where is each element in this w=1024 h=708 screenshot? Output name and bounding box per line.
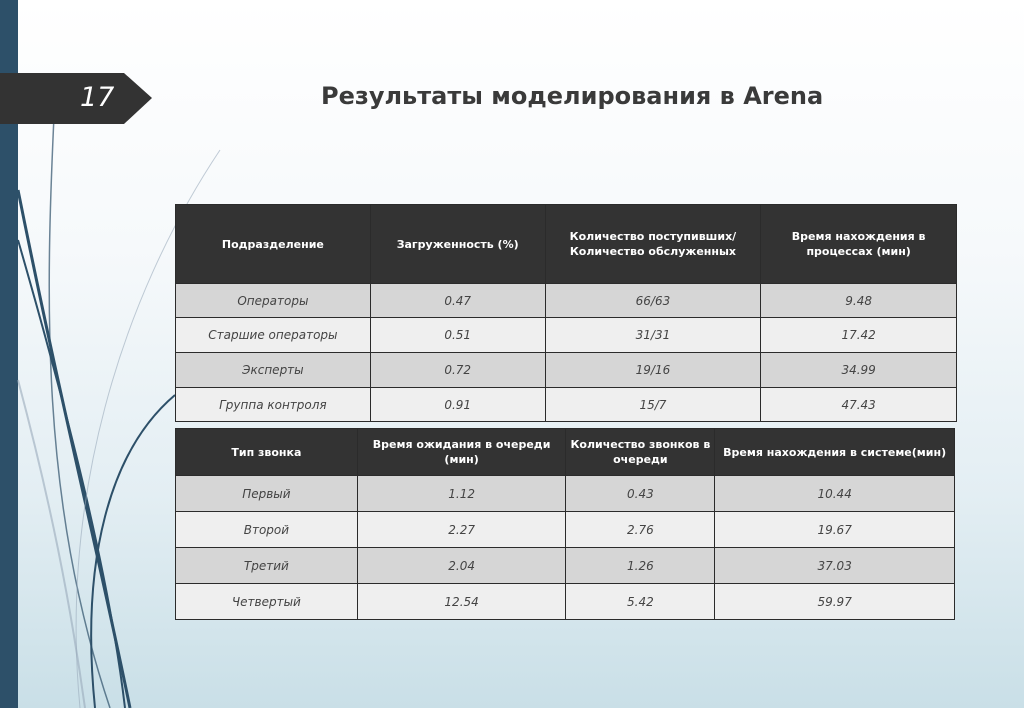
table-row [176,388,957,422]
table-row [176,353,957,388]
cell: Старшие операторы [176,318,371,353]
header-cell: Время нахождения в системе(мин) [715,429,955,476]
header-cell: Количество звонков в очереди [566,429,715,476]
cell: Первый [176,476,358,512]
header-cell: Количество поступивших/ Количество обслуженных [545,205,761,284]
cell: 37.03 [715,548,955,584]
table-header-row [176,205,957,284]
cell: Операторы [176,284,371,318]
cell: 17.42 [761,318,957,353]
slide-number: 17 [80,82,115,113]
cell: 34.99 [761,353,957,388]
cell: Эксперты [176,353,371,388]
header-cell: Подразделение [176,205,371,284]
arrow-tab-shape [0,73,152,124]
table-row [176,476,955,512]
cell: Группа контроля [176,388,371,422]
header-cell: Время ожидания в очереди (мин) [357,429,566,476]
header-cell: Тип звонка [176,429,358,476]
call-types-table [175,428,955,620]
cell: 0.51 [370,318,545,353]
cell: 47.43 [761,388,957,422]
table-row [176,512,955,548]
cell: 66/63 [545,284,761,318]
cell: 2.04 [357,548,566,584]
table-row [176,284,957,318]
cell: 12.54 [357,584,566,620]
cell: 2.27 [357,512,566,548]
slide-title: Результаты моделирования в Arena [321,82,824,110]
header-cell: Загруженность (%) [370,205,545,284]
cell: 1.26 [566,548,715,584]
cell: Третий [176,548,358,584]
cell: 19/16 [545,353,761,388]
header-cell: Время нахождения в процессах (мин) [761,205,957,284]
cell: 19.67 [715,512,955,548]
table-row [176,548,955,584]
cell: 10.44 [715,476,955,512]
cell: 9.48 [761,284,957,318]
cell: Четвертый [176,584,358,620]
table-header-row [176,429,955,476]
cell: 1.12 [357,476,566,512]
cell: 59.97 [715,584,955,620]
cell: 0.47 [370,284,545,318]
table-row [176,318,957,353]
cell: 5.42 [566,584,715,620]
cell: 0.72 [370,353,545,388]
cell: Второй [176,512,358,548]
cell: 0.43 [566,476,715,512]
cell: 0.91 [370,388,545,422]
slide-number-tab [0,73,152,124]
cell: 31/31 [545,318,761,353]
table-row [176,584,955,620]
departments-table [175,204,957,422]
cell: 15/7 [545,388,761,422]
cell: 2.76 [566,512,715,548]
